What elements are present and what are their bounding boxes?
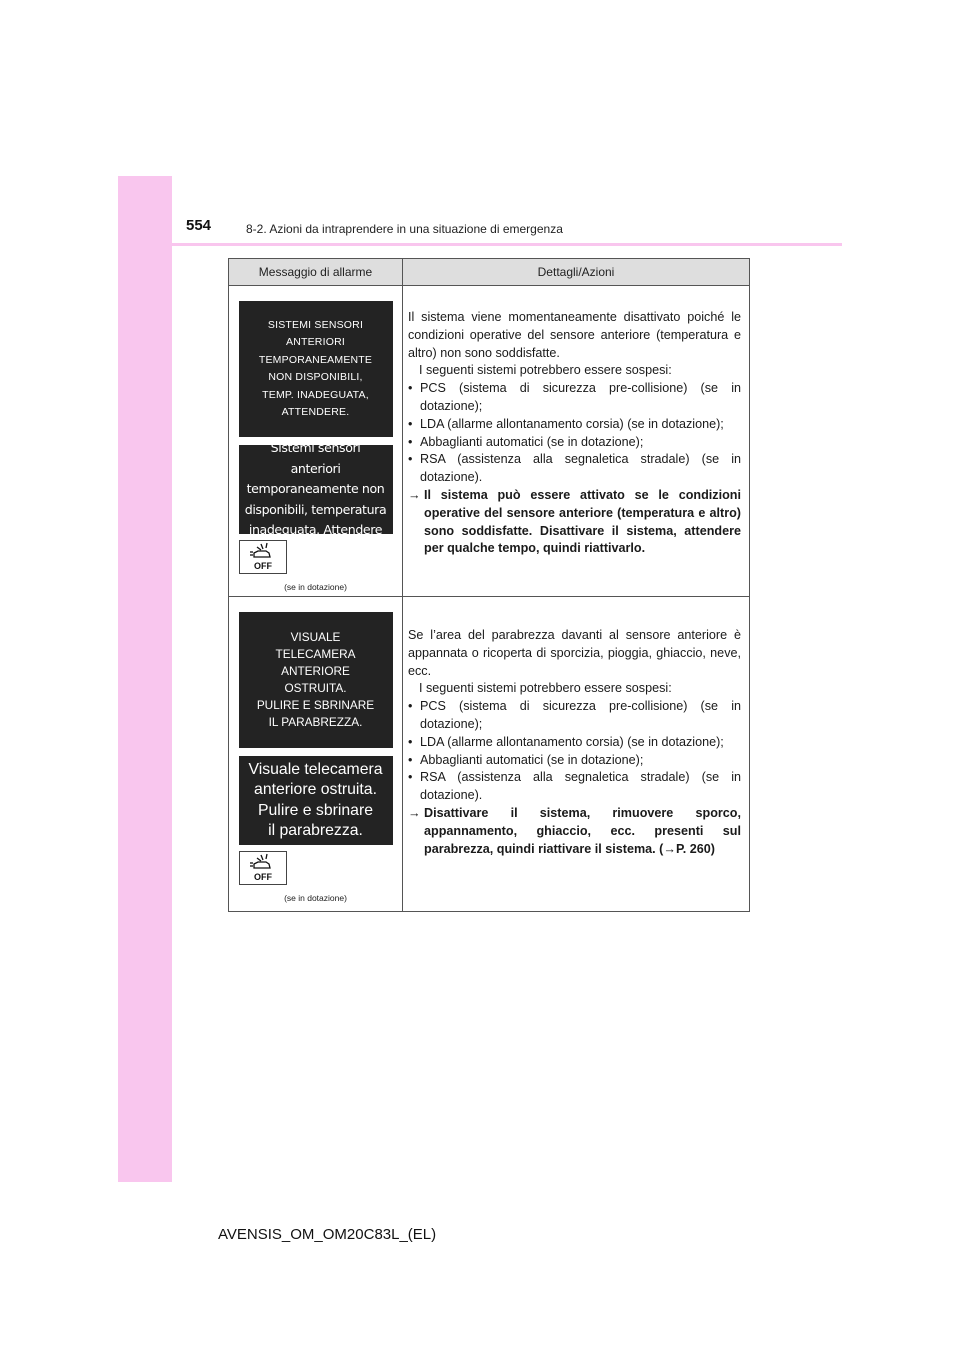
list-item: • PCS (sistema di sicurezza pre-collisione) (se in dotazione); (408, 381, 741, 413)
header-rule (118, 243, 842, 246)
table-row (229, 286, 750, 597)
details-cell (403, 597, 750, 912)
condition-text: Se l’area del parabrezza davanti al sensore anteriore è appannata o ricoperta di sporcizia, pioggia, ghiaccio, neve, ecc. (408, 628, 741, 678)
suspended-intro: I seguenti sistemi potrebbero essere sospesi: (419, 363, 672, 378)
page-number: 554 (186, 217, 212, 234)
arrow-icon: → (408, 805, 421, 820)
chapter-title: 8-2. Azioni da intraprendere in una situazione di emergenza (246, 222, 563, 236)
message-cell (229, 597, 403, 912)
suspended-intro: I seguenti sistemi potrebbero essere sospesi: (419, 681, 672, 696)
pre-collision-off-icon (239, 851, 287, 885)
list-item: • LDA (allarme allontanamento corsia) (se in dotazione); (408, 416, 724, 431)
equipment-note: (se in dotazione) (284, 893, 347, 903)
pre-collision-off-icon (239, 540, 287, 574)
warning-message-table (228, 258, 750, 912)
document-code: AVENSIS_OM_OM20C83L_(EL) (218, 1226, 437, 1243)
list-item: • Abbaglianti automatici (se in dotazione); (408, 434, 644, 449)
warning-message-uppercase: VISUALE TELECAMERA ANTERIORE OSTRUITA. PULIRE E SBRINARE IL PARABREZZA. (239, 612, 393, 748)
list-item: • PCS (sistema di sicurezza pre-collisione) (se in dotazione); (408, 699, 741, 731)
column-header-message: Messaggio di allarme (229, 259, 403, 286)
list-item: • RSA (assistenza alla segnaletica stradale) (se in dotazione). (408, 452, 741, 485)
svg-text:OFF: OFF (254, 561, 272, 571)
table-header-row (229, 259, 750, 286)
details-cell (403, 286, 750, 597)
message-cell (229, 286, 403, 597)
column-header-details: Dettagli/Azioni (403, 259, 750, 286)
warning-message-display: Visuale telecamera anteriore ostruita. Pulire e sbrinare il parabrezza. (239, 756, 393, 845)
chapter-tab-sidebar (118, 176, 172, 1182)
equipment-note: (se in dotazione) (284, 582, 347, 592)
svg-text:OFF: OFF (254, 872, 272, 882)
condition-text: Il sistema viene momentaneamente disattivato poiché le condizioni operative del sensore anteriore (temperatura e altro) non sono soddisfatte. (408, 310, 741, 360)
table-row (229, 597, 750, 912)
warning-message-display: Sistemi sensori anteriori temporaneamente non disponibili, temperatura inadeguata. Attendere (239, 445, 393, 534)
action-text: → Il sistema può essere attivato se le condizioni operative del sensore anteriore (temperatura e altro) sono soddisfatte. Disattivare il sistema, attendere per qualche tempo, quindi riattivarlo. (408, 487, 741, 558)
warning-message-uppercase: SISTEMI SENSORI ANTERIORI TEMPORANEAMENTE NON DISPONIBILI, TEMP. INADEGUATA, ATTENDERE. (239, 301, 393, 437)
list-item: • Abbaglianti automatici (se in dotazione); (408, 752, 644, 767)
list-item: • LDA (allarme allontanamento corsia) (se in dotazione); (408, 734, 724, 749)
list-item: • RSA (assistenza alla segnaletica stradale) (se in dotazione). (408, 770, 741, 803)
arrow-icon: → (408, 487, 421, 502)
action-text: → Disattivare il sistema, rimuovere sporco, appannamento, ghiaccio, ecc. presenti sul parabrezza, quindi riattivare il sistema. (→P. 260) (408, 805, 741, 858)
